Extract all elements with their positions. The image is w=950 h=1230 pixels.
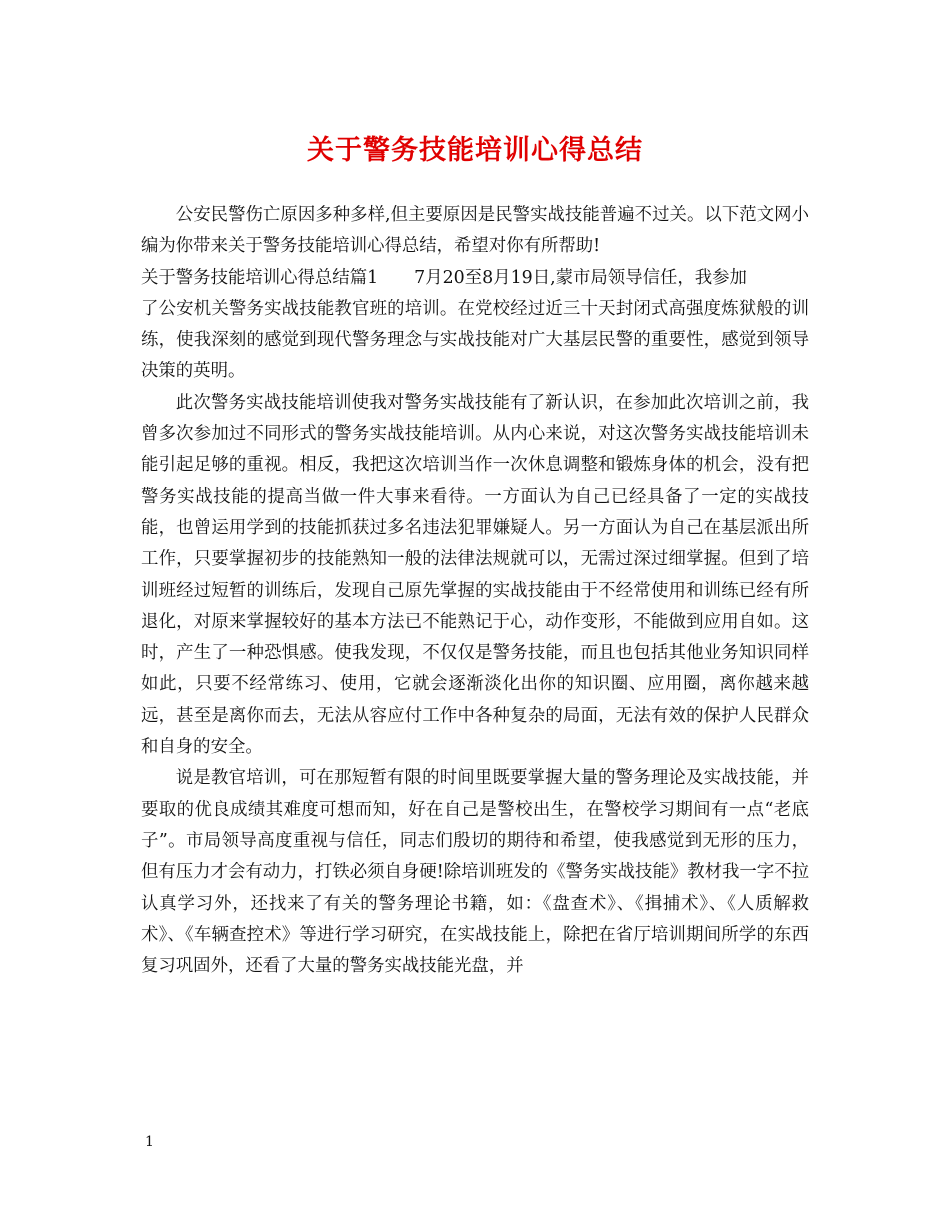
document-body bbox=[141, 200, 809, 982]
page-number: 1 bbox=[145, 1134, 154, 1150]
section-continuation: 了公安机关警务实战技能教官班的培训。在党校经过近三十天封闭式高强度炼狱般的训练，使我深刻的感觉到现代警务理念与实战技能对广大基层民警的重要性，感觉到领导决策的英明。 bbox=[141, 298, 809, 382]
document-title: 关于警务技能培训心得总结 bbox=[307, 135, 643, 166]
paragraph-3: 说是教官培训，可在那短暂有限的时间里既要掌握大量的警务理论及实战技能，并要取的优良成绩其难度可想而知，好在自己是警校出生，在警校学习期间有一点“老底子”。市局领导高度重视与信任，同志们殷切的期待和希望，使我感觉到无形的压力，但有压力才会有动力，打铁必须自身硬!除培训班发的《警务实战技能》教材我一字不拉认真学习外，还找来了有关的警务理论书籍，如：《盘查术》、《揖捕术》、《人质解救术》、《车辆查控术》等进行学习研究，在实战技能上，除把在省厅培训期间所学的东西复习巩固外，还看了大量的警务实战技能光盘，并 bbox=[141, 768, 809, 977]
paragraph-2: 此次警务实战技能培训使我对警务实战技能有了新认识，在参加此次培训之前，我曾多次参加过不同形式的警务实战技能培训。从内心来说，对这次警务实战技能培训未能引起足够的重视。相反，我把这次培训当作一次休息调整和锻炼身体的机会，没有把警务实战技能的提高当做一件大事来看待。一方面认为自己已经具备了一定的实战技能，也曾运用学到的技能抓获过多名违法犯罪嫌疑人。另一方面认为自己在基层派出所工作，只要掌握初步的技能熟知一般的法律法规就可以，无需过深过细掌握。但到了培训班经过短暂的训练后，发现自己原先掌握的实战技能由于不经常使用和训练已经有所退化，对原来掌握较好的基本方法已不能熟记于心，动作变形，不能做到应用自如。这时，产生了一种恐惧感。使我发现，不仅仅是警务技能，而且也包括其他业务知识同样如此，只要不经常练习、使用，它就会逐渐淡化出你的知识圈、应用圈，离你越来越远，甚至是离你而去，无法从容应付工作中各种复杂的局面，无法有效的保护人民群众和自身的安全。 bbox=[141, 392, 809, 758]
section-heading-line bbox=[141, 263, 809, 294]
intro-paragraph: 公安民警伤亡原因多种多样,但主要原因是民警实战技能普遍不过关。以下范文网小编为你带来关于警务技能培训心得总结，希望对你有所帮助! bbox=[141, 205, 809, 257]
section-first-line: 7月20至8月19日,蒙市局领导信任，我参加 bbox=[414, 267, 747, 288]
section-label: 关于警务技能培训心得总结篇1 bbox=[141, 267, 379, 288]
